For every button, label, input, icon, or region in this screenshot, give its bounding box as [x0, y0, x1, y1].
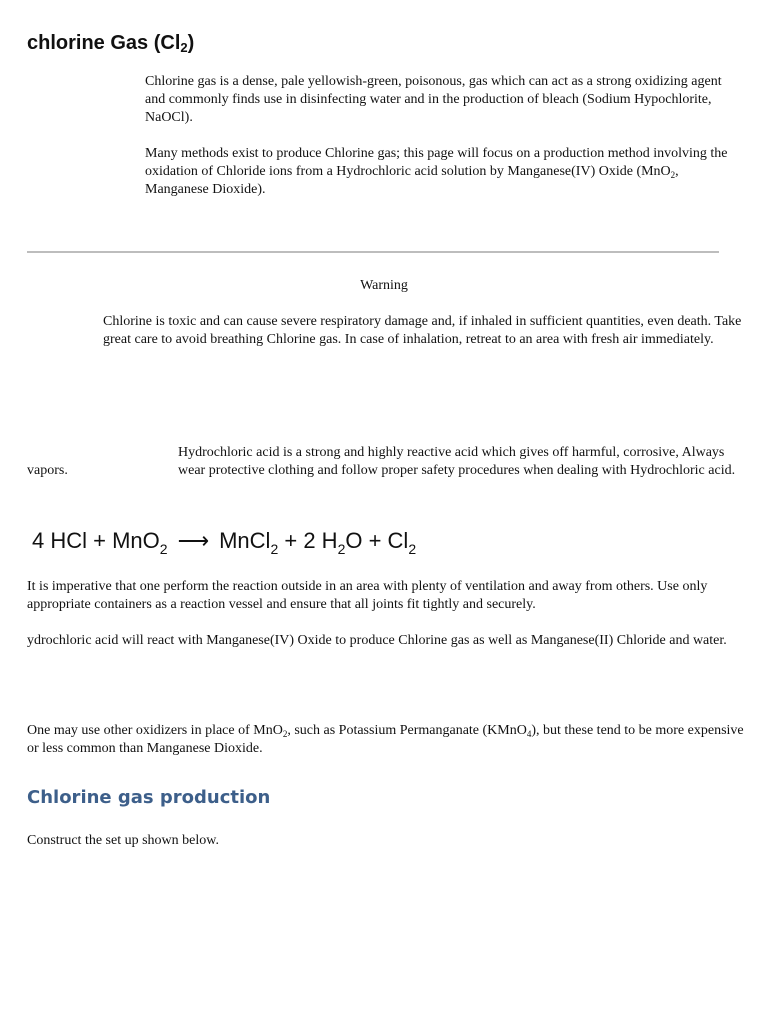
equation-product-o-cl: O + Cl — [345, 528, 409, 553]
intro-p2-text-b: , Manganese Dioxide). — [145, 164, 679, 197]
oxidizers-text-c: ), but these tend to be more expensive or less common than Manganese Dioxide. — [27, 723, 744, 756]
construct-paragraph: Construct the set up shown below. — [27, 833, 219, 848]
title-close: ) — [187, 32, 195, 54]
warning-body: Chlorine is toxic and can cause severe respiratory damage and, if inhaled in sufficient quantities, even death. Take great care to avoid breathing Chlorine gas. In case of inhalation, retreat to an area with fresh air immediately. — [103, 314, 742, 347]
equation-sub-cl2: 2 — [408, 541, 417, 557]
warning-heading: Warning — [360, 278, 408, 293]
page-title — [27, 30, 194, 61]
reaction-arrow-icon: ⟶ — [177, 528, 210, 553]
reaction-paragraph: ydrochloric acid will react with Manganese(IV) Oxide to produce Chlorine gas as well as Manganese(II) Chloride and water. — [27, 633, 727, 648]
intro-p2-text-a: Many methods exist to produce Chlorine gas; this page will focus on a production method involving the oxidation of Chloride ions from a Hydrochloric acid solution by Manganese(IV) Oxide (MnO — [145, 146, 728, 179]
oxidizers-text-b: , such as Potassium Permanganate (KMnO — [287, 723, 527, 738]
oxidizers-sub-1: 2 — [282, 729, 288, 739]
equation-sub-h2: 2 — [337, 541, 346, 557]
title-subscript: 2 — [180, 40, 188, 55]
equation-sub-mncl2: 2 — [270, 541, 279, 557]
equation-sub-mno2: 2 — [159, 541, 168, 557]
ventilation-paragraph: It is imperative that one perform the reaction outside in an area with plenty of ventilation and away from others. Use only appropriate containers as a reaction vessel and ensure that all joints fit tightly and securely. — [27, 579, 708, 612]
title-text: chlorine Gas (Cl — [27, 32, 181, 54]
hcl-safety-note: Hydrochloric acid is a strong and highly reactive acid which gives off harmful, corrosive, Always wear protective clothing and follow proper safety procedures when dealing with Hydrochloric acid. — [178, 445, 736, 478]
oxidizers-paragraph — [27, 722, 745, 758]
equation-reactants: 4 HCl + MnO — [32, 528, 160, 553]
oxidizers-sub-2: 4 — [526, 729, 532, 739]
intro-paragraph-2 — [145, 145, 735, 199]
chemical-equation — [32, 526, 416, 556]
section-heading: Chlorine gas production — [27, 787, 271, 808]
equation-product-mncl: MnCl — [219, 528, 271, 553]
oxidizers-text-a: One may use other oxidizers in place of MnO — [27, 723, 283, 738]
horizontal-divider — [27, 251, 719, 253]
vapors-fragment: vapors. — [27, 463, 68, 478]
equation-product-h: + 2 H — [278, 528, 338, 553]
intro-paragraph-1: Chlorine gas is a dense, pale yellowish-green, poisonous, gas which can act as a strong oxidizing agent and commonly finds use in disinfecting water and in the production of bleach (Sodium Hypochlorite, NaOCl). — [145, 74, 722, 125]
intro-p2-sub: 2 — [670, 170, 676, 180]
